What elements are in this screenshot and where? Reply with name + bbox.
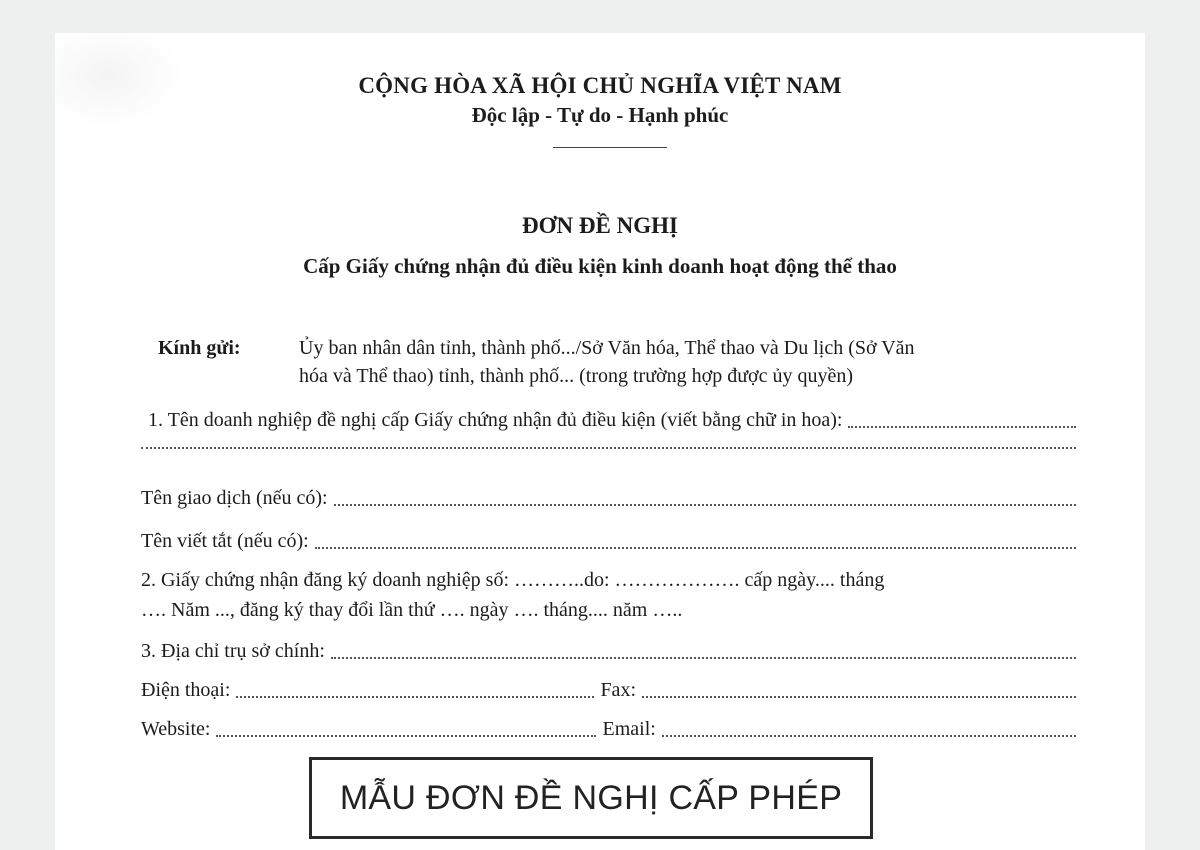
field-phone-fax bbox=[141, 677, 1076, 703]
field-label: Email: bbox=[602, 718, 656, 740]
field-head-office bbox=[141, 638, 1076, 664]
fill-line bbox=[216, 735, 596, 737]
recipient-label: Kính gửi: bbox=[158, 337, 241, 359]
fill-line bbox=[642, 696, 1076, 698]
field-company-name bbox=[148, 407, 1076, 433]
field-label: 1. Tên doanh nghiệp đề nghị cấp Giấy chứng nhận đủ điều kiện (viết bằng chữ in hoa): bbox=[148, 409, 843, 431]
field-label: Tên giao dịch (nếu có): bbox=[141, 487, 328, 509]
recipient-line-1: Ủy ban nhân dân tỉnh, thành phố.../Sở Văn hóa, Thể thao và Du lịch (Sở Văn bbox=[299, 337, 915, 359]
field-label: Fax: bbox=[600, 679, 636, 701]
fill-line bbox=[141, 447, 1076, 449]
field-website-email bbox=[141, 716, 1076, 742]
field-label: Website: bbox=[141, 718, 211, 740]
recipient-line-2: hóa và Thể thao) tỉnh, thành phố... (trong trường hợp được ủy quyền) bbox=[299, 365, 854, 387]
fill-line bbox=[331, 657, 1076, 659]
field-trade-name bbox=[141, 485, 1076, 511]
field-company-name-continued bbox=[141, 447, 1076, 454]
national-motto: Độc lập - Tự do - Hạnh phúc bbox=[471, 103, 729, 127]
national-title: CỘNG HÒA XÃ HỘI CHỦ NGHĨA VIỆT NAM bbox=[358, 73, 842, 98]
field-short-name bbox=[141, 528, 1076, 554]
fill-line bbox=[334, 504, 1076, 506]
form-subtitle: Cấp Giấy chứng nhận đủ điều kiện kinh doanh hoạt động thể thao bbox=[303, 254, 897, 278]
field-registration-line-1: 2. Giấy chứng nhận đăng ký doanh nghiệp số: ………..do: ………………. cấp ngày.... tháng bbox=[141, 569, 885, 591]
field-label: 3. Địa chỉ trụ sở chính: bbox=[141, 640, 325, 662]
field-label: Tên viết tắt (nếu có): bbox=[141, 530, 309, 552]
fill-line bbox=[315, 547, 1076, 549]
form-title: ĐƠN ĐỀ NGHỊ bbox=[522, 213, 678, 238]
field-registration-line-2: …. Năm ..., đăng ký thay đổi lần thứ …. ngày …. tháng.... năm ….. bbox=[141, 599, 683, 621]
header-underline bbox=[553, 147, 667, 148]
field-label: Điện thoại: bbox=[141, 679, 231, 701]
caption-box: MẪU ĐƠN ĐỀ NGHỊ CẤP PHÉP bbox=[309, 757, 873, 839]
fill-line bbox=[848, 426, 1076, 428]
fill-line bbox=[662, 735, 1076, 737]
fill-line bbox=[236, 696, 594, 698]
